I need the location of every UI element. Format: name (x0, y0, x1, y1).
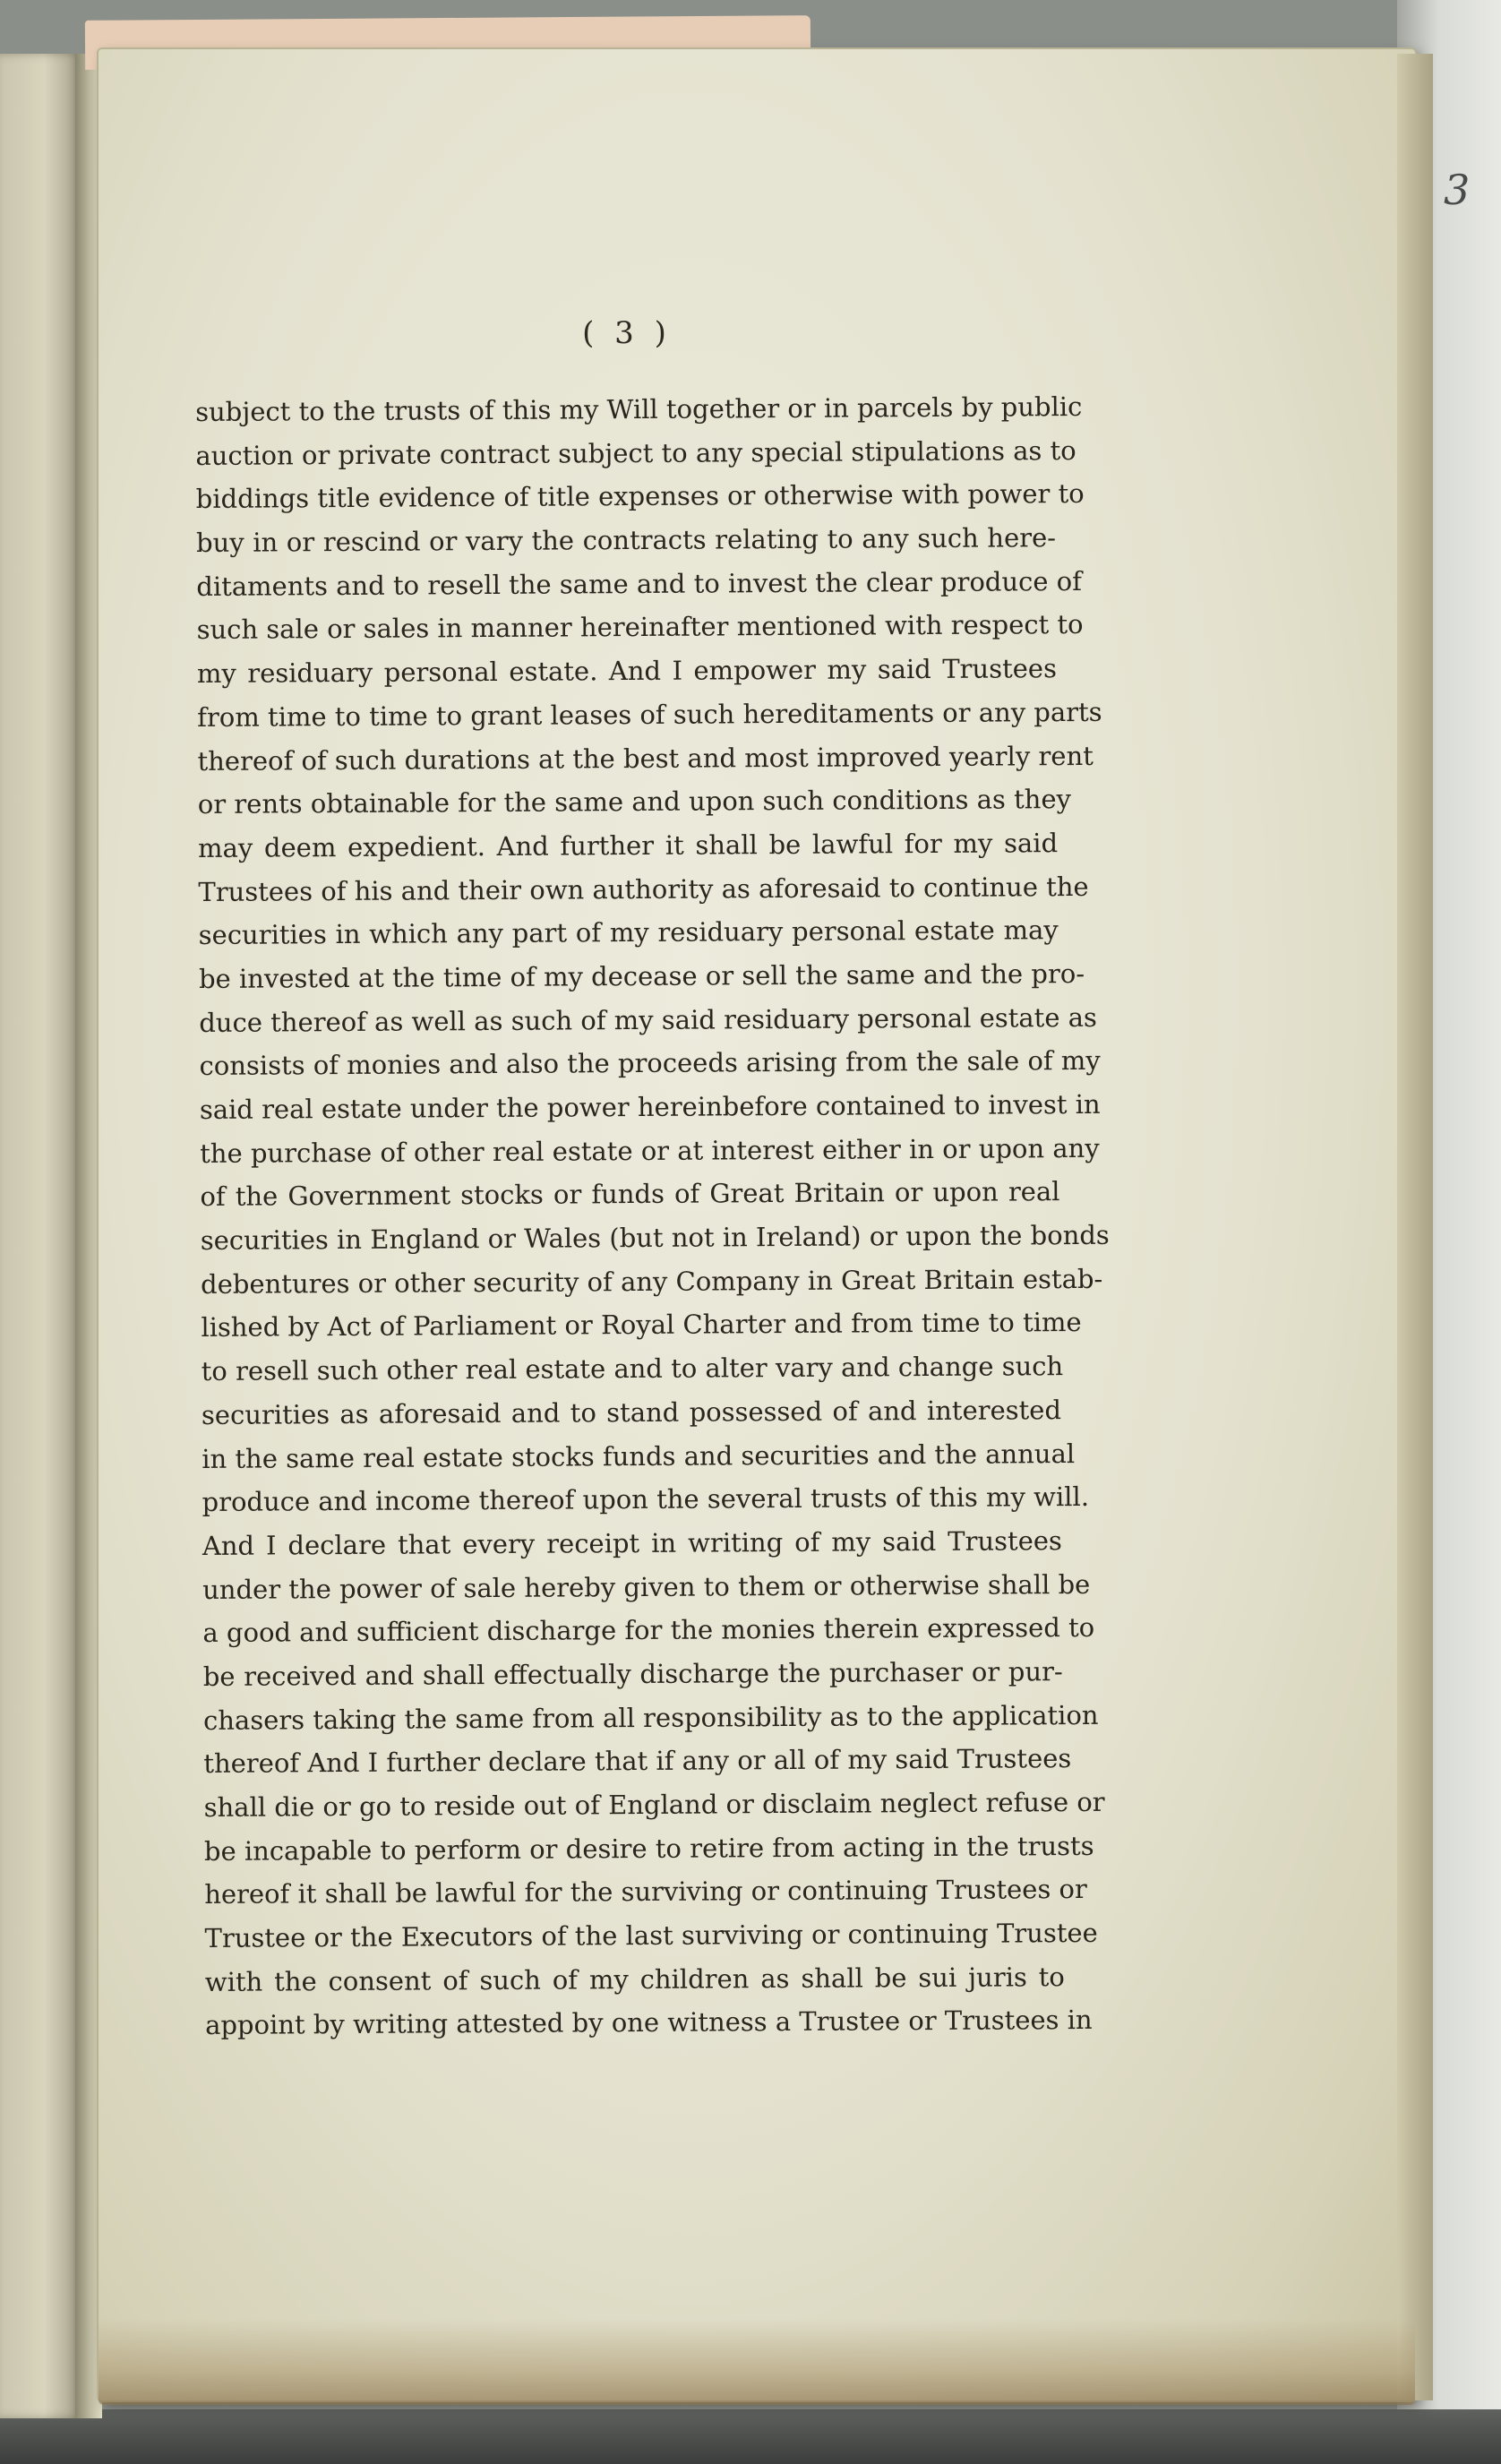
text-line: may deem expedient. And further it shall be lawful for my said (198, 828, 1059, 863)
background-bottom (0, 2409, 1501, 2464)
text-line: such sale or sales in manner hereinafter mentioned with respect to (196, 609, 1084, 646)
text-line: thereof And I further declare that if any or all of my said Trustees (203, 1743, 1072, 1780)
text-line: the purchase of other real estate or at interest either in or upon any (200, 1132, 1100, 1169)
text-line: subject to the trusts of this my Will together or in parcels by public (195, 391, 1083, 427)
text-line: buy in or rescind or vary the contracts relating to any such here- (195, 522, 1057, 559)
text-line: of the Government stocks or funds of Great Britain or upon real (200, 1176, 1060, 1213)
text-line: lished by Act of Parliament or Royal Charter and from time to time (201, 1307, 1082, 1344)
text-line: with the consent of such of my children as shall be sui juris to (204, 1961, 1065, 1997)
text-line: chasers taking the same from all responsibility as to the application (202, 1699, 1099, 1736)
text-line: in the same real estate stocks funds and securities and the annual (202, 1438, 1076, 1474)
text-line: consists of monies and also the proceeds arising from the sale of my (199, 1045, 1101, 1082)
page-edge-right (1397, 54, 1433, 2400)
text-line: under the power of sale hereby given to them or otherwise shall be (202, 1568, 1091, 1605)
text-line: be invested at the time of my decease or sell the same and the pro- (198, 957, 1085, 994)
text-line: securities in England or Wales (but not in Ireland) or upon the bonds (200, 1219, 1110, 1257)
text-line: And I declare that every receipt in writing of my said Trustees (202, 1524, 1062, 1561)
text-line: be incapable to perform or desire to retire from acting in the trusts (203, 1830, 1094, 1867)
text-line: my residuary personal estate. And I empower my said Trustees (196, 653, 1058, 690)
text-line: be received and shall effectually discharge the purchaser or pur- (202, 1656, 1063, 1692)
text-line: biddings title evidence of title expenses or otherwise with power to (195, 478, 1085, 515)
text-line: or rents obtainable for the same and upon such conditions as they (197, 784, 1072, 820)
text-line: to resell such other real estate and to alter vary and change such (201, 1351, 1064, 1387)
text-line: said real estate under the power hereinbefore contained to invest in (199, 1088, 1101, 1125)
text-line: appoint by writing attested by one witness a Trustee or Trustees in (205, 2005, 1093, 2041)
text-line: Trustees of his and their own authority as aforesaid to continue the (198, 871, 1089, 907)
text-line: debentures or other security of any Company in Great Britain estab- (200, 1263, 1103, 1300)
text-line: thereof of such durations at the best and most improved yearly rent (197, 740, 1094, 777)
page-number: ( 3 ) (582, 315, 672, 351)
text-line: hereof it shall be lawful for the surviving or continuing Trustees or (204, 1874, 1087, 1910)
handwritten-margin-note: 3 (1444, 166, 1471, 214)
text-line: a good and sufficient discharge for the monies therein expressed to (202, 1612, 1095, 1649)
text-line: shall die or go to reside out of England or disclaim neglect refuse or (203, 1786, 1105, 1823)
text-line: ditaments and to resell the same and to invest the clear produce of (196, 565, 1083, 602)
text-line: duce thereof as well as such of my said residuary personal estate as (199, 1001, 1097, 1038)
text-line: securities in which any part of my residuary personal estate may (198, 914, 1059, 951)
text-line: from time to time to grant leases of such hereditaments or any parts (197, 696, 1102, 733)
text-line: produce and income thereof upon the several trusts of this my will. (202, 1481, 1090, 1518)
text-line: auction or private contract subject to any special stipulations as to (195, 434, 1076, 471)
page-edge-bottom (99, 2320, 1415, 2405)
facing-page-edge (0, 54, 81, 2418)
body-text (195, 385, 1110, 2048)
text-line: Trustee or the Executors of the last surviving or continuing Trustee (204, 1917, 1098, 1954)
text-line: securities as aforesaid and to stand possessed of and interested (201, 1394, 1062, 1430)
